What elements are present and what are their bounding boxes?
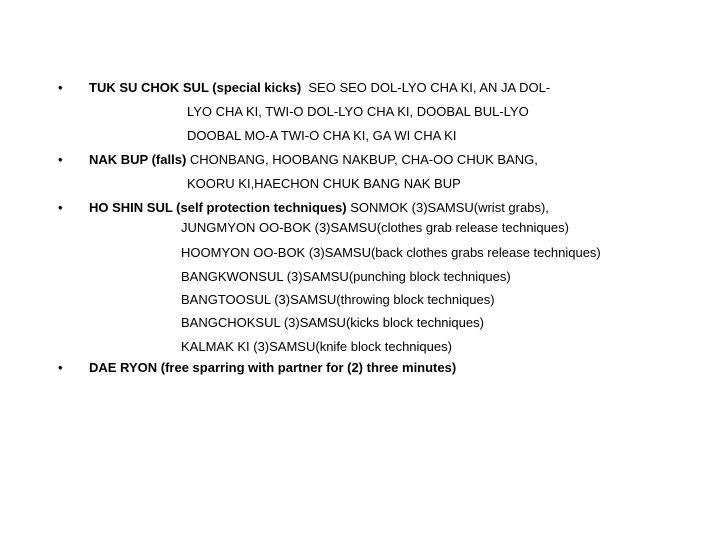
item-2-line-2: KOORU KI,HAECHON CHUK BANG NAK BUP bbox=[187, 176, 461, 191]
item-1-line-2: LYO CHA KI, TWI-O DOL-LYO CHA KI, DOOBAL BUL-LYO bbox=[187, 104, 529, 119]
item-3-line-3: HOOMYON OO-BOK (3)SAMSU(back clothes grabs release techniques) bbox=[181, 245, 601, 260]
bullet: • bbox=[58, 360, 63, 375]
item-4-first-line bbox=[89, 360, 456, 376]
item-3-first-line bbox=[89, 200, 549, 216]
item-3-heading: HO SHIN SUL (self protection techniques) bbox=[89, 200, 347, 215]
item-2-heading: NAK BUP (falls) bbox=[89, 152, 187, 167]
item-1-line-3: DOOBAL MO-A TWI-O CHA KI, GA WI CHA KI bbox=[187, 128, 457, 143]
bullet: • bbox=[58, 200, 63, 215]
item-3-line-7: KALMAK KI (3)SAMSU(knife block techniques) bbox=[181, 339, 452, 354]
item-3-line-1: SONMOK (3)SAMSU(wrist grabs), bbox=[350, 200, 549, 215]
item-3-line-4: BANGKWONSUL (3)SAMSU(punching block techniques) bbox=[181, 269, 511, 284]
item-1-line-1: SEO SEO DOL-LYO CHA KI, AN JA DOL- bbox=[308, 80, 551, 95]
item-4-heading: DAE RYON (free sparring with partner for (2) three minutes) bbox=[89, 360, 457, 375]
bullet: • bbox=[58, 152, 63, 167]
item-3-line-6: BANGCHOKSUL (3)SAMSU(kicks block techniques) bbox=[181, 315, 484, 330]
item-3-line-2: JUNGMYON OO-BOK (3)SAMSU(clothes grab release techniques) bbox=[181, 220, 569, 235]
bullet: • bbox=[58, 80, 63, 95]
item-3-line-5: BANGTOOSUL (3)SAMSU(throwing block techniques) bbox=[181, 292, 495, 307]
item-1-heading: TUK SU CHOK SUL (special kicks) bbox=[89, 80, 302, 95]
item-2-first-line bbox=[89, 152, 538, 168]
item-2-line-1: CHONBANG, HOOBANG NAKBUP, CHA-OO CHUK BANG, bbox=[189, 152, 538, 167]
item-1-first-line bbox=[89, 80, 550, 96]
